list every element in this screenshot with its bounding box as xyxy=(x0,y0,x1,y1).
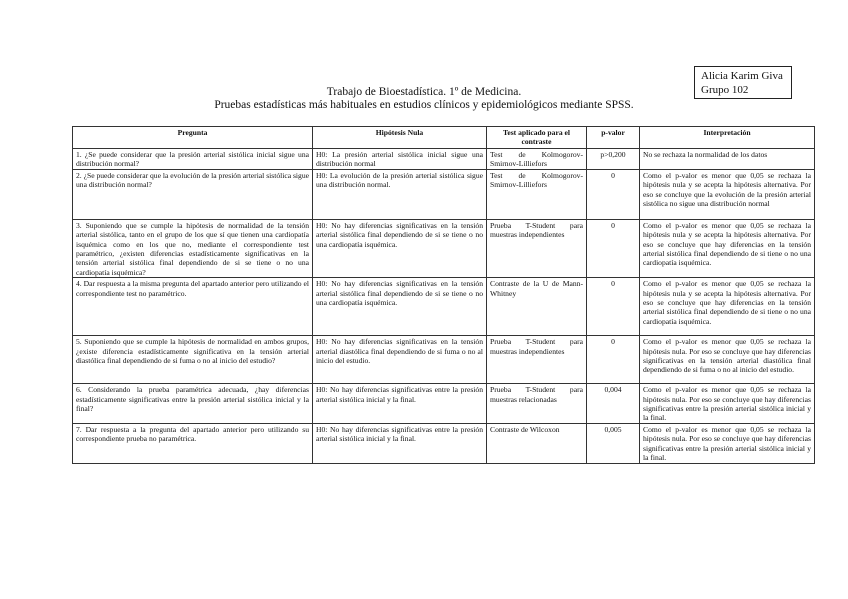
header-pvalor: p-valor xyxy=(587,127,640,149)
cell-test: Contraste de la U de Mann-Whitney xyxy=(487,278,587,336)
cell-hipotesis: H0: No hay diferencias significativas en la tensión arterial sistólica final dependiendo de si se tiene o no una cardiopatía isquémica. xyxy=(313,278,487,336)
cell-interpretacion: Como el p-valor es menor que 0,05 se rechaza la hipótesis nula. Por eso se concluye que hay diferencias significativas entre la presión arterial sistólica inicial y la final. xyxy=(640,384,815,424)
cell-test: Prueba T-Student para muestras independientes xyxy=(487,336,587,384)
header-hipotesis: Hipótesis Nula xyxy=(313,127,487,149)
table-row xyxy=(73,219,815,277)
table-row xyxy=(73,384,815,424)
table-row xyxy=(73,169,815,219)
table-row xyxy=(73,149,815,170)
cell-hipotesis: H0: No hay diferencias significativas en la tensión arterial diastólica final dependiendo de si fuma o no al inicio del estudio. xyxy=(313,336,487,384)
results-table xyxy=(72,126,815,464)
author-name: Alicia Karim Giva xyxy=(701,70,783,82)
cell-test: Prueba T-Student para muestras relacionadas xyxy=(487,384,587,424)
header-interpretacion: Interpretación xyxy=(640,127,815,149)
header-test: Test aplicado para el contraste xyxy=(487,127,587,149)
cell-pvalor: 0 xyxy=(587,278,640,336)
title-line-2: Pruebas estadísticas más habituales en estudios clínicos y epidemiológicos mediante SPSS. xyxy=(214,99,634,111)
cell-pvalor: 0,004 xyxy=(587,384,640,424)
cell-interpretacion: Como el p-valor es menor que 0,05 se rechaza la hipótesis nula y se acepta la hipótesis alternativa. Por eso se concluye que hay diferencias en la tensión arterial sistólica final dependiendo de si tiene o no una cardiopatía isquémica. xyxy=(640,219,815,277)
cell-test: Contraste de Wilcoxon xyxy=(487,423,587,463)
cell-pvalor: 0 xyxy=(587,169,640,219)
document-title xyxy=(0,86,848,112)
title-line-1: Trabajo de Bioestadística. 1º de Medicina. xyxy=(326,86,522,98)
table-row xyxy=(73,423,815,463)
cell-pvalor: 0 xyxy=(587,219,640,277)
cell-hipotesis: H0: No hay diferencias significativas entre la presión arterial sistólica inicial y la final. xyxy=(313,384,487,424)
cell-interpretacion: Como el p-valor es menor que 0,05 se rechaza la hipótesis nula. Por eso se concluye que hay diferencias significativas en la tensión arterial diastólica final dependiendo de si fuma o no al inicio del estudio. xyxy=(640,336,815,384)
header-pregunta: Pregunta xyxy=(73,127,313,149)
cell-pregunta: 4. Dar respuesta a la misma pregunta del apartado anterior pero utilizando el correspondiente test no paramétrico. xyxy=(73,278,313,336)
cell-pregunta: 6. Considerando la prueba paramétrica adecuada, ¿hay diferencias estadísticamente significativas entre la presión arterial sistólica inicial y la final? xyxy=(73,384,313,424)
cell-hipotesis: H0: La evolución de la presión arterial sistólica sigue una distribución normal. xyxy=(313,169,487,219)
cell-pregunta: 7. Dar respuesta a la pregunta del apartado anterior pero utilizando su correspondiente prueba no paramétrica. xyxy=(73,423,313,463)
table-row xyxy=(73,278,815,336)
cell-pregunta: 5. Suponiendo que se cumple la hipótesis de normalidad en ambos grupos, ¿existe diferencia estadísticamente significativa en la tensión arterial diastólica final dependiendo de si fuma o no al inicio del estudio? xyxy=(73,336,313,384)
table-row xyxy=(73,336,815,384)
cell-test: Test de Kolmogorov-Smirnov-Lilliefors xyxy=(487,169,587,219)
cell-pregunta: 1. ¿Se puede considerar que la presión arterial sistólica inicial sigue una distribución normal? xyxy=(73,149,313,170)
cell-test: Prueba T-Student para muestras independientes xyxy=(487,219,587,277)
cell-hipotesis: H0: No hay diferencias significativas en la tensión arterial sistólica final dependiendo de si se tiene o no una cardiopatía isquémica. xyxy=(313,219,487,277)
cell-hipotesis: H0: No hay diferencias significativas entre la presión arterial sistólica inicial y la final. xyxy=(313,423,487,463)
cell-pvalor: p>0,200 xyxy=(587,149,640,170)
cell-pvalor: 0,005 xyxy=(587,423,640,463)
table-header-row xyxy=(73,127,815,149)
author-group: Grupo 102 xyxy=(701,84,749,96)
cell-interpretacion: Como el p-valor es menor que 0,05 se rechaza la hipótesis nula y se acepta la hipótesis alternativa. Por eso se concluye que la evolución de la presión arterial sistólica no sigue una distribución normal xyxy=(640,169,815,219)
cell-hipotesis: H0: La presión arterial sistólica inicial sigue una distribución normal xyxy=(313,149,487,170)
cell-interpretacion: No se rechaza la normalidad de los datos xyxy=(640,149,815,170)
cell-interpretacion: Como el p-valor es menor que 0,05 se rechaza la hipótesis nula. Por eso se concluye que hay diferencias significativas entre la presión arterial sistólica inicial y la final. xyxy=(640,423,815,463)
cell-test: Test de Kolmogorov-Smirnov-Lilliefors xyxy=(487,149,587,170)
cell-pvalor: 0 xyxy=(587,336,640,384)
cell-pregunta: 3. Suponiendo que se cumple la hipótesis de normalidad de la tensión arterial sistólica, tanto en el grupo de los que sí que tienen una cardiopatía isquémica como en los que no, mediante el correspondiente test paramétrico, ¿existen diferencias estadísticamente significativas en la tensión arterial sistólica final dependiendo de si se tiene o no una cardiopatía isquémica? xyxy=(73,219,313,277)
cell-interpretacion: Como el p-valor es menor que 0,05 se rechaza la hipótesis nula y se acepta la hipótesis alternativa. Por eso se concluye que hay diferencias en la tensión arterial sistólica final dependiendo de si tiene o no una cardiopatía isquémica. xyxy=(640,278,815,336)
cell-pregunta: 2. ¿Se puede considerar que la evolución de la presión arterial sistólica sigue una distribución normal? xyxy=(73,169,313,219)
